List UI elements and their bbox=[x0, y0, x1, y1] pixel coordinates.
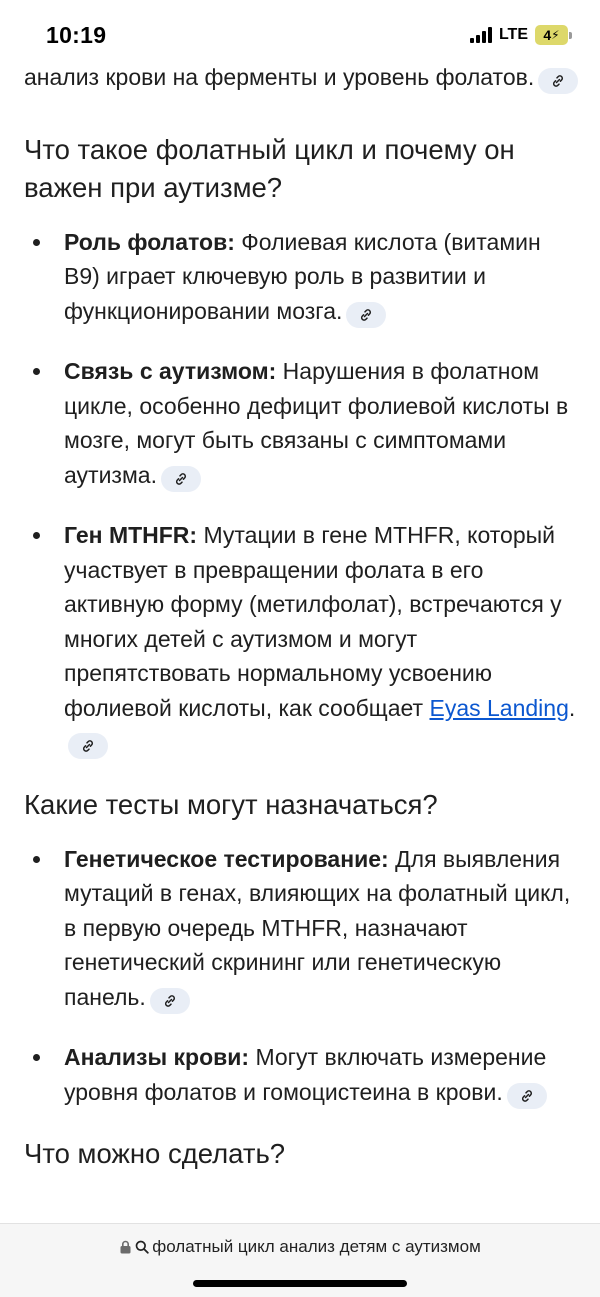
lock-icon bbox=[119, 1240, 132, 1254]
list-item: Связь с аутизмом: Нарушения в фолатном цикле, особенно дефицит фолиевой кислоты в мозге, могут быть связаны с симптомами аутизма. bbox=[24, 354, 580, 492]
charging-bolt-icon: ⚡ bbox=[551, 28, 560, 42]
browser-url-bar bbox=[0, 1223, 600, 1297]
list-item: Ген MTHFR: Мутации в гене MTHFR, который участвует в превращении фолата в его активную форму (метилфолат), встречаются у многих детей с аутизмом и могут препятствовать нормальному усвоению фолиевой кислоты, как сообщает Eyas Landing. bbox=[24, 518, 580, 760]
link-icon bbox=[173, 471, 189, 487]
section-heading-what-to-do: Что можно сделать? bbox=[24, 1138, 286, 1169]
answer-content bbox=[24, 60, 580, 1191]
link-icon bbox=[550, 73, 566, 89]
tests-list bbox=[24, 842, 580, 1110]
source-link-button[interactable] bbox=[68, 733, 108, 759]
section-heading-folate-cycle: Что такое фолатный цикл и почему он важен при аутизме? bbox=[24, 133, 515, 203]
status-bar bbox=[0, 0, 600, 68]
source-link-button[interactable] bbox=[538, 68, 578, 94]
source-link-button[interactable] bbox=[161, 466, 201, 492]
link-icon bbox=[80, 738, 96, 754]
source-link-button[interactable] bbox=[507, 1083, 547, 1109]
status-indicators bbox=[470, 25, 572, 45]
list-item: Генетическое тестирование: Для выявления мутаций в генах, влияющих на фолатный цикл, в первую очередь MTHFR, назначают генетический скрининг или генетическую панель. bbox=[24, 842, 580, 1015]
address-field[interactable] bbox=[0, 1237, 600, 1257]
section-heading-tests: Какие тесты могут назначаться? bbox=[24, 788, 438, 820]
list-item: Роль фолатов: Фолиевая кислота (витамин B9) играет ключевую роль в развитии и функционировании мозга. bbox=[24, 225, 580, 329]
eyas-landing-link[interactable]: Eyas Landing bbox=[429, 694, 569, 721]
folate-cycle-list bbox=[24, 225, 580, 760]
link-icon bbox=[162, 993, 178, 1009]
network-label: LTE bbox=[498, 26, 528, 43]
battery-level: 4 bbox=[543, 27, 552, 43]
signal-icon bbox=[470, 27, 492, 43]
home-indicator[interactable] bbox=[193, 1280, 407, 1287]
status-time: 10:19 bbox=[46, 22, 107, 48]
link-icon bbox=[358, 307, 374, 323]
search-icon bbox=[135, 1240, 149, 1254]
source-link-button[interactable] bbox=[150, 988, 190, 1014]
link-icon bbox=[519, 1088, 535, 1104]
list-item: Анализы крови: Могут включать измерение уровня фолатов и гомоцистеина в крови. bbox=[24, 1040, 580, 1109]
source-link-button[interactable] bbox=[346, 302, 386, 328]
address-text: фолатный цикл анализ детям с аутизмом bbox=[152, 1237, 481, 1256]
battery-icon bbox=[535, 25, 572, 45]
lead-paragraph: анализ крови на ферменты и уровень фолатов. bbox=[24, 60, 580, 95]
